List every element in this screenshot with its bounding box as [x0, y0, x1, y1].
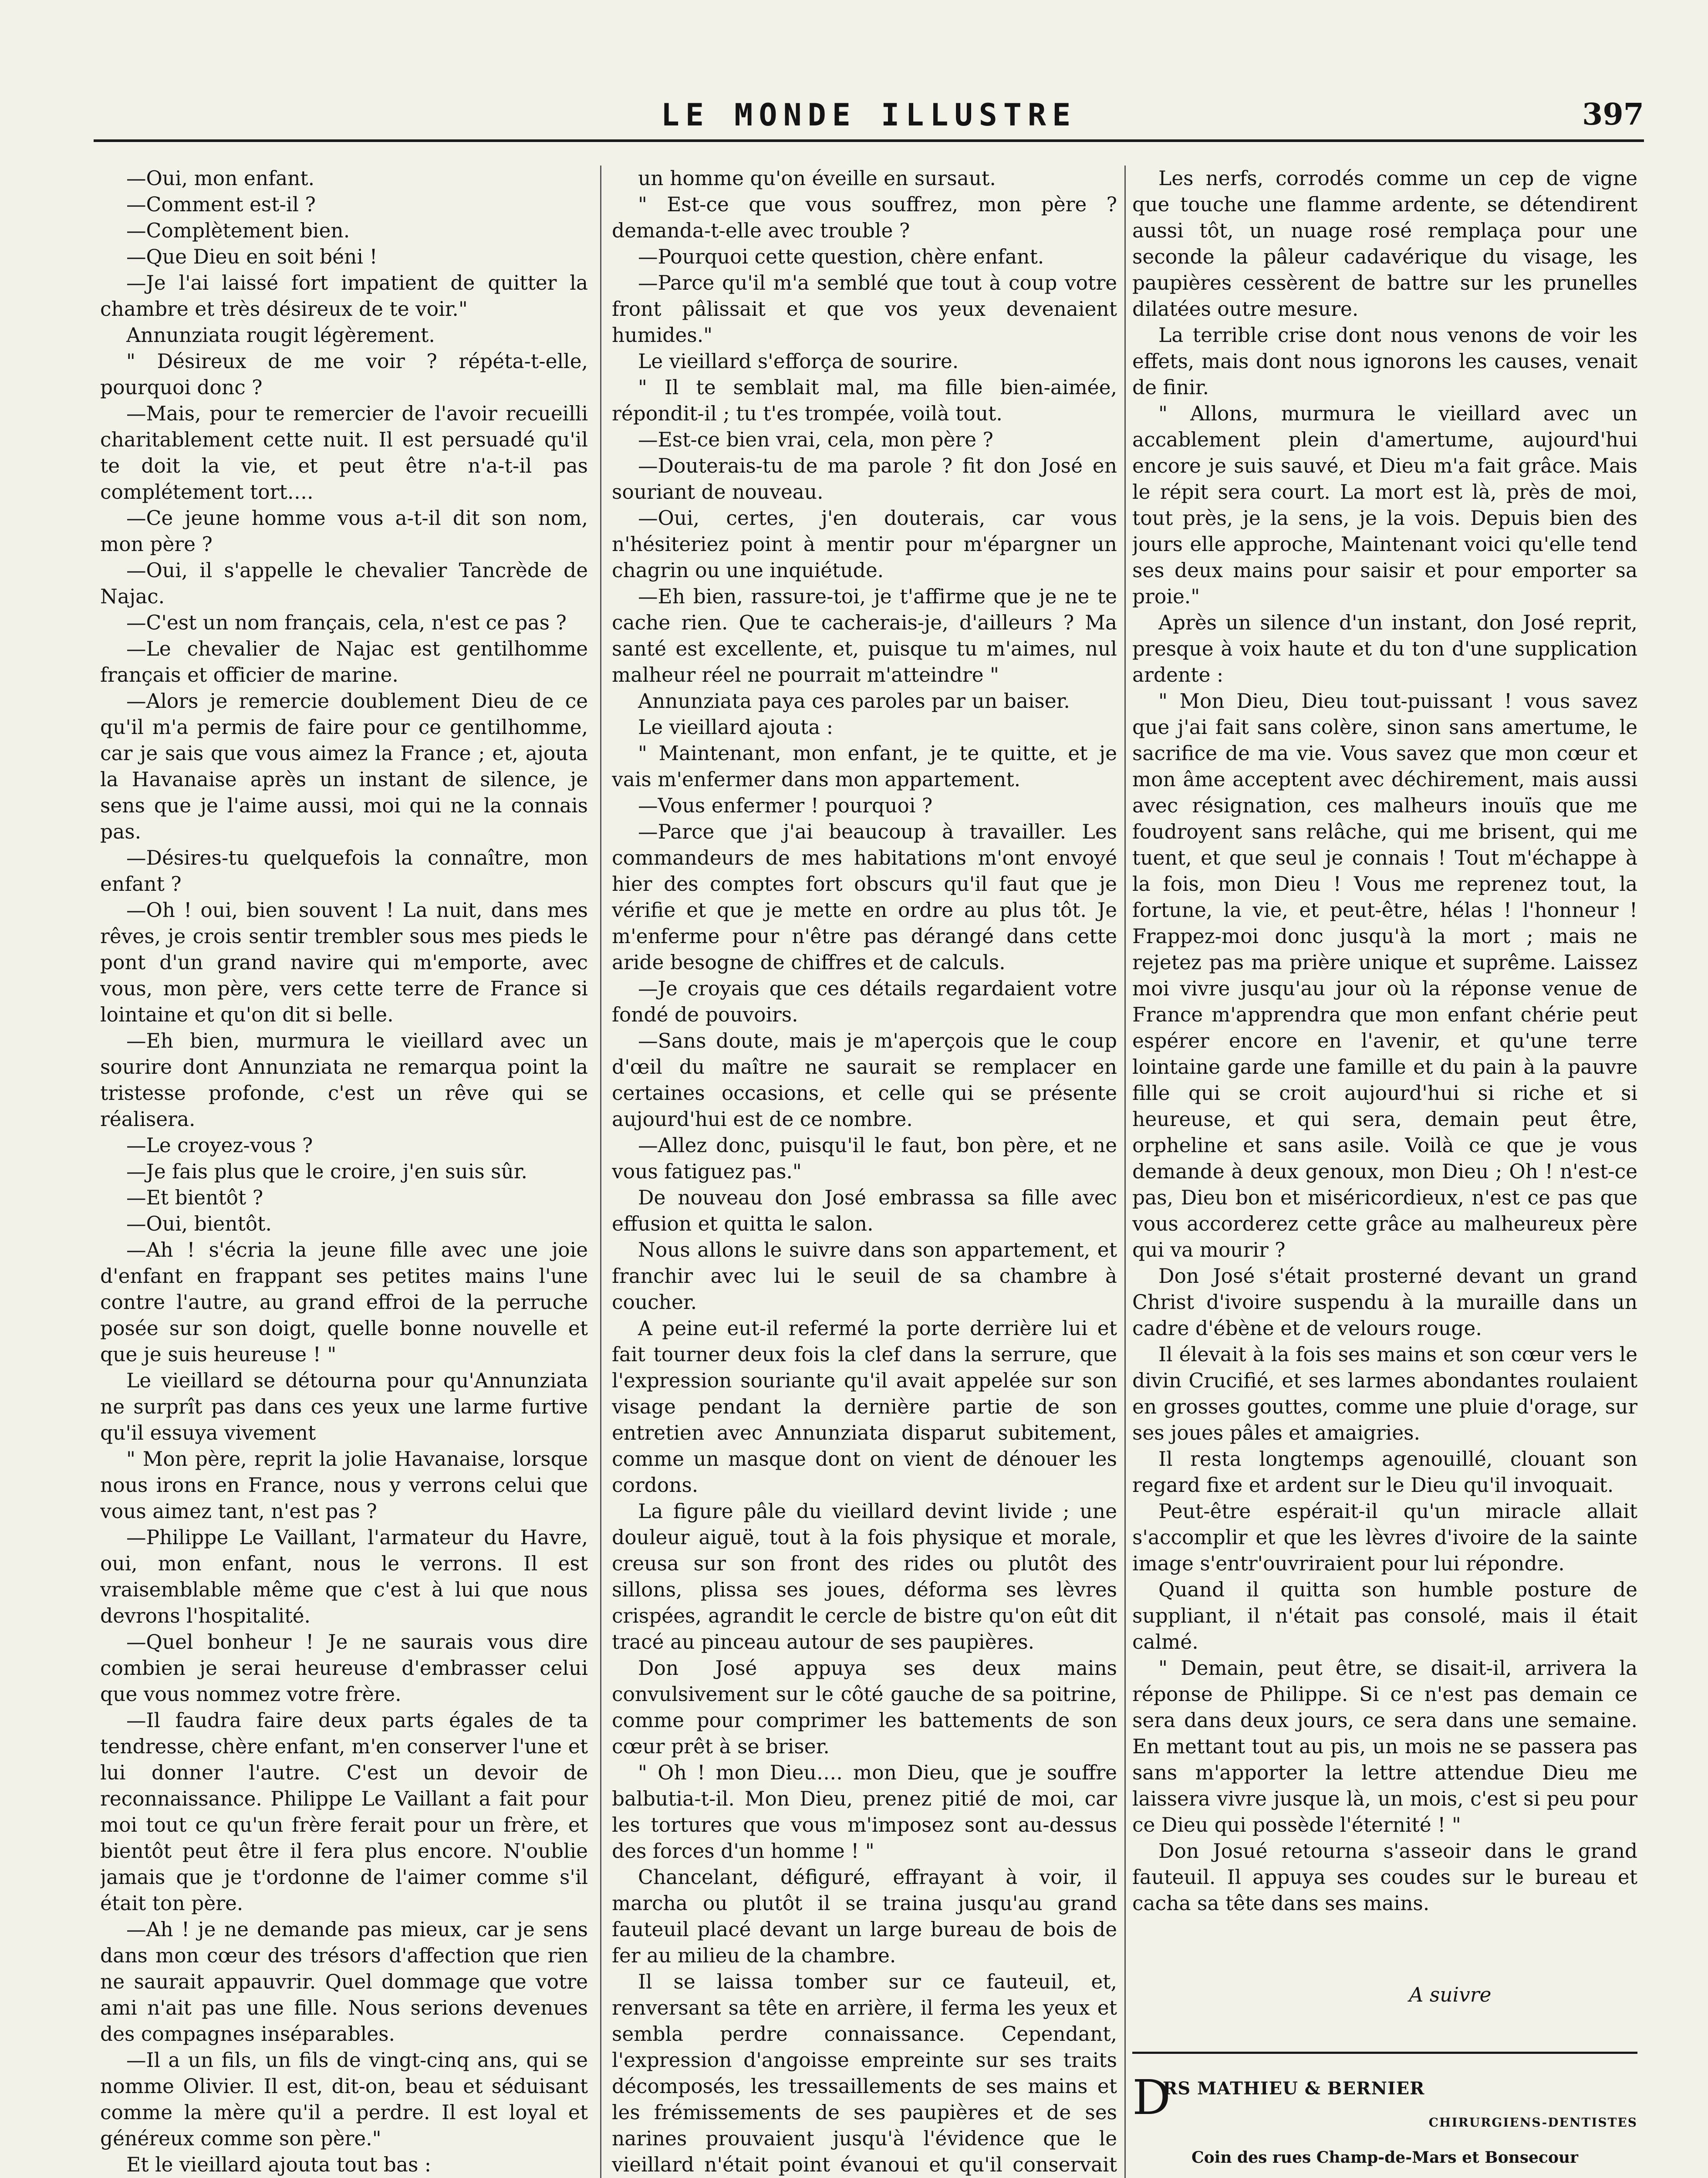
paragraph: —Comment est-il ? [126, 193, 316, 216]
paragraph: —Vous enfermer ! pourquoi ? [638, 794, 933, 817]
paragraph: Quand il quitta son humble posture de suppliant, il n'était pas consolé, mais il était calmé. [1132, 1578, 1637, 1654]
paragraph: " Mon Dieu, Dieu tout-puissant ! vous savez que j'ai fait sans colère, sinon sans amertume, le sacrifice de ma vie. Vous savez que mon cœur et mon âme acceptent avec déchirement, mais aussi avec résignation, ces malheurs inouïs que me foudroyent sans relâche, qui me brisent, qui me tuent, et que seul je connais ! Tout m'échappe à la fois, mon Dieu ! Vous me reprenez tout, la fortune, la vie, et peut-être, hélas ! l'honneur ! Frappez-moi donc jusqu'à la mort ; mais ne rejetez pas ma prière unique et suprême. Laissez moi vivre jusqu'au jour où la réponse venue de France m'apprendra que mon enfant chérie peut espérer encore en l'avenir, et qu'une terre lointaine garde une famille et du pain à la pauvre fille qui se croit aujourd'hui si riche et si heureuse, et qui sera, demain peut être, orpheline et sans asile. Voilà ce que je vous demande à deux genoux, mon Dieu ; Oh ! n'est-ce pas, Dieu bon et miséricordieux, n'est ce pas que vous accorderez cette grâce au malheureux père qui va mourir ? [1132, 690, 1637, 1261]
paragraph: —Eh bien, rassure-toi, je t'affirme que je ne te cache rien. Que te cacherais-je, d'ailleurs ? Ma santé est excellente, et, puisque tu m'aimes, nul malheur réel ne pourrait m'atteindre " [612, 585, 1117, 687]
to-be-continued: A suivre [1409, 1983, 1492, 2006]
paragraph: Don José s'était prosterné devant un grand Christ d'ivoire suspendu à la muraille dans un cadre d'ébène et de velours rouge. [1132, 1265, 1637, 1340]
paragraph: La terrible crise dont nous venons de voir les effets, mais dont nous ignorons les causes, venait de finir. [1132, 324, 1637, 399]
dentist-ad-location: Coin des rues Champ-de-Mars et Bonsecour [1191, 2148, 1578, 2167]
paragraph: —Il faudra faire deux parts égales de ta tendresse, chère enfant, m'en conserver l'une et lui donner l'autre. C'est un devoir de reconnaissance. Philippe Le Vaillant a fait pour moi tout ce qu'un frère ferait pour un frère, et bientôt peut être il fera plus encore. N'oublie jamais que je t'ordonne de l'aimer comme s'il était ton père. [100, 1709, 588, 1915]
paragraph: —Parce qu'il m'a semblé que tout à coup votre front pâlissait et que vos yeux devenaient humides." [612, 271, 1117, 347]
paragraph: " Mon père, reprit la jolie Havanaise, lorsque nous irons en France, nous y verrons celui que vous aimez tant, n'est pas ? [100, 1447, 588, 1523]
paragraph: —Que Dieu en soit béni ! [126, 245, 378, 268]
paragraph: Peut-être espérait-il qu'un miracle allait s'accomplir et que les lèvres d'ivoire de la sainte image s'entr'ouvriraient pour lui répondre. [1132, 1500, 1637, 1575]
paragraph: —Alors je remercie doublement Dieu de ce qu'il m'a permis de faire pour ce gentilhomme, car je sais que vous aimez la France ; et, ajouta la Havanaise après un instant de silence, je sens que je l'aime aussi, moi qui ne la connais pas. [100, 690, 588, 843]
paragraph: De nouveau don José embrassa sa fille avec effusion et quitta le salon. [612, 1186, 1117, 1235]
paragraph: —Ah ! s'écria la jeune fille avec une joie d'enfant en frappant ses petites mains l'une contre l'autre, au grand effroi de la perruche posée sur son doigt, quelle bonne nouvelle et que je suis heureuse ! " [100, 1238, 588, 1366]
column-1 [100, 166, 588, 2178]
paragraph: La figure pâle du vieillard devint livide ; une douleur aiguë, tout à la fois physique et morale, creusa sur son front des rides ou plutôt des sillons, plissa ses joues, déforma ses lèvres crispées, agrandit le cercle de bistre qu'on eût dit tracé au pinceau autour de ses paupières. [612, 1500, 1117, 1654]
paragraph: —Philippe Le Vaillant, l'armateur du Havre, oui, mon enfant, nous le verrons. Il est vraisemblable même que c'est à lui que nous devrons l'hospitalité. [100, 1526, 588, 1627]
paragraph: —Je l'ai laissé fort impatient de quitter la chambre et très désireux de te voir." [100, 271, 588, 321]
paragraph: un homme qu'on éveille en sursaut. [638, 167, 996, 190]
paragraph: " Désireux de me voir ? répéta-t-elle, pourquoi donc ? [100, 350, 588, 399]
paragraph: —Le chevalier de Najac est gentilhomme français et officier de marine. [100, 637, 588, 687]
paragraph: " Demain, peut être, se disait-il, arrivera la réponse de Philippe. Si ce n'est pas demain ce sera dans deux jours, ce sera dans une semaine. En mettant tout au pis, un mois ne se passera pas sans m'apporter la lettre attendue Dieu me laissera vivre jusque là, un mois, c'est si peu pour ce Dieu qui possède l'éternité ! " [1132, 1657, 1637, 1836]
dentist-ad-profession: CHIRURGIENS-DENTISTES [1428, 2115, 1637, 2130]
paragraph: —Oui, bientôt. [126, 1212, 272, 1235]
paragraph: " Il te semblait mal, ma fille bien-aimée, répondit-il ; tu t'es trompée, voilà tout. [612, 376, 1117, 425]
paragraph: —Ce jeune homme vous a-t-il dit son nom, mon père ? [100, 507, 588, 556]
paragraph: Le vieillard se détourna pour qu'Annunziata ne surprît pas dans ces yeux une larme furtive qu'il essuya vivement [100, 1369, 588, 1444]
paragraph: —Ah ! je ne demande pas mieux, car je sens dans mon cœur des trésors d'affection que rien ne saurait appauvrir. Quel dommage que votre ami n'ait pas une fille. Nous serions devenues des compagnes inséparables. [100, 1918, 588, 2046]
dentist-ad-name: RS MATHIEU & BERNIER [1163, 2078, 1425, 2099]
paragraph: —Désires-tu quelquefois la connaître, mon enfant ? [100, 846, 588, 896]
paragraph: —Sans doute, mais je m'aperçois que le coup d'œil du maître ne saurait se remplacer en certaines occasions, et celle qui se présente aujourd'hui est de ce nombre. [612, 1029, 1117, 1131]
paragraph: —Oui, certes, j'en douterais, car vous n'hésiteriez point à mentir pour m'épargner un chagrin ou une inquiétude. [612, 507, 1117, 582]
paragraph: Le vieillard s'efforça de sourire. [638, 350, 959, 373]
paragraph: —Quel bonheur ! Je ne saurais vous dire combien je serai heureuse d'embrasser celui que vous nommez votre frère. [100, 1630, 588, 1706]
paragraph: Après un silence d'un instant, don José reprit, presque à voix haute et du ton d'une supplication ardente : [1132, 611, 1637, 687]
paragraph: A peine eut-il refermé la porte derrière lui et fait tourner deux fois la clef dans la serrure, que l'expression souriante qu'il avait appelée sur son visage pendant la dernière partie de son entretien avec Annunziata disparut subitement, comme un masque dont on vient de dénouer les cordons. [612, 1317, 1117, 1497]
paragraph: " Est-ce que vous souffrez, mon père ? demanda-t-elle avec trouble ? [612, 193, 1117, 242]
paragraph: Le vieillard ajouta : [638, 716, 834, 739]
page-number: 397 [1582, 97, 1644, 132]
paragraph: —Allez donc, puisqu'il le faut, bon père, et ne vous fatiguez pas." [612, 1134, 1117, 1183]
paragraph: Il resta longtemps agenouillé, clouant son regard fixe et ardent sur le Dieu qu'il invoquait. [1132, 1447, 1637, 1497]
paragraph: —Douterais-tu de ma parole ? fit don José en souriant de nouveau. [612, 454, 1117, 504]
paragraph: " Allons, murmura le vieillard avec un accablement plein d'amertume, aujourd'hui encore je suis sauvé, et Dieu m'a fait grâce. Mais le répit sera court. La mort est là, près de moi, tout près, je la sens, je la vois. Depuis bien des jours elle approche, Maintenant voici qu'elle tend ses deux mains pour saisir et pour emporter sa proie." [1132, 402, 1637, 608]
ad-divider [1132, 2052, 1637, 2054]
paragraph: Chancelant, défiguré, effrayant à voir, il marcha ou plutôt il se traina jusqu'au grand fauteuil placé devant un large bureau de bois de fer au milieu de la chambre. [612, 1866, 1117, 1967]
paragraph: Annunziata rougit légèrement. [126, 324, 435, 347]
paragraph: —Pourquoi cette question, chère enfant. [638, 245, 1044, 268]
paragraph: —Oui, il s'appelle le chevalier Tancrède de Najac. [100, 559, 588, 608]
paragraph: —Est-ce bien vrai, cela, mon père ? [638, 428, 993, 451]
column-2 [612, 166, 1117, 2178]
dentist-ad-initial: D [1132, 2070, 1171, 2125]
dentist-ad [1132, 2071, 1637, 2178]
page-header [94, 94, 1644, 133]
paragraph: —Oui, mon enfant. [126, 167, 315, 190]
paragraph: —Le croyez-vous ? [126, 1134, 313, 1157]
paragraph: Don José appuya ses deux mains convulsivement sur le côté gauche de sa poitrine, comme pour comprimer les battements de son cœur prêt à se briser. [612, 1657, 1117, 1758]
paragraph: Don Josué retourna s'asseoir dans le grand fauteuil. Il appuya ses coudes sur le bureau et cacha sa tête dans ses mains. [1132, 1840, 1637, 1915]
paragraph: —Parce que j'ai beaucoup à travailler. Les commandeurs de mes habitations m'ont envoyé hier des comptes fort obscurs qu'il faut que je vérifie et que je mette en ordre au plus tôt. Je m'enferme pour n'être pas dérangé dans cette aride besogne de chiffres et de calculs. [612, 820, 1117, 974]
paragraph: —Eh bien, murmura le vieillard avec un sourire dont Annunziata ne remarqua point la tristesse profonde, c'est un rêve qui se réalisera. [100, 1029, 588, 1131]
paragraph: " Oh ! mon Dieu…. mon Dieu, que je souffre balbutia-t-il. Mon Dieu, prenez pitié de moi, car les tortures que vous m'imposez sont au-dessus des forces d'un homme ! " [612, 1761, 1117, 1863]
header-rule [94, 139, 1644, 142]
paragraph: —Complètement bien. [126, 219, 350, 242]
paragraph: Annunziata paya ces paroles par un baiser. [638, 690, 1070, 713]
paragraph: —Oh ! oui, bien souvent ! La nuit, dans mes rêves, je crois sentir trembler sous mes pieds le pont d'un grand navire qui m'emporte, avec vous, mon père, vers cette terre de France si lointaine et qu'on dit si belle. [100, 899, 588, 1026]
paragraph: Nous allons le suivre dans son appartement, et franchir avec lui le seuil de sa chambre à coucher. [612, 1238, 1117, 1314]
paragraph: " Maintenant, mon enfant, je te quitte, et je vais m'enfermer dans mon appartement. [612, 742, 1117, 791]
paragraph: —Je fais plus que le croire, j'en suis sûr. [126, 1160, 527, 1183]
paragraph: —C'est un nom français, cela, n'est ce pas ? [126, 611, 567, 634]
paragraph: Il se laissa tomber sur ce fauteuil, et, renversant sa tête en arrière, il ferma les yeux et sembla perdre connaissance. Cependant, l'expression d'angoisse empreinte sur ses traits décomposés, les tressaillements de ses mains et les frémissements de ses paupières et de ses narines prouvaient jusqu'à l'évidence que le vieillard n'était point évanoui et qu'il conservait [612, 1970, 1117, 2176]
column-divider [1124, 166, 1126, 2178]
paragraph: —Mais, pour te remercier de l'avoir recueilli charitablement cette nuit. Il est persuadé qu'il te doit la vie, et peut être n'a-t-il pas complétement tort…. [100, 402, 588, 504]
paragraph: —Je croyais que ces détails regardaient votre fondé de pouvoirs. [612, 977, 1117, 1026]
paragraph: Et le vieillard ajouta tout bas : [126, 2153, 432, 2176]
paragraph: Il élevait à la fois ses mains et son cœur vers le divin Crucifié, et ses larmes abondantes roulaient en grosses gouttes, comme une pluie d'orage, sur ses joues pâles et amaigries. [1132, 1343, 1637, 1444]
newspaper-title: LE MONDE ILLUSTRE [661, 97, 1077, 133]
paragraph: Les nerfs, corrodés comme un cep de vigne que touche une flamme ardente, se détendirent aussi tôt, un nuage rosé remplaça pour une seconde la pâleur cadavérique du visage, les paupières cessèrent de battre sur les prunelles dilatées outre mesure. [1132, 167, 1637, 321]
paragraph: —Et bientôt ? [126, 1186, 263, 1209]
column-divider [600, 166, 601, 2178]
column-3 [1132, 166, 1637, 2178]
paragraph: —Il a un fils, un fils de vingt-cinq ans, qui se nomme Olivier. Il est, dit-on, beau et séduisant comme la mère qu'il a perdre. Il est loyal et généreux comme son père." [100, 2049, 588, 2150]
